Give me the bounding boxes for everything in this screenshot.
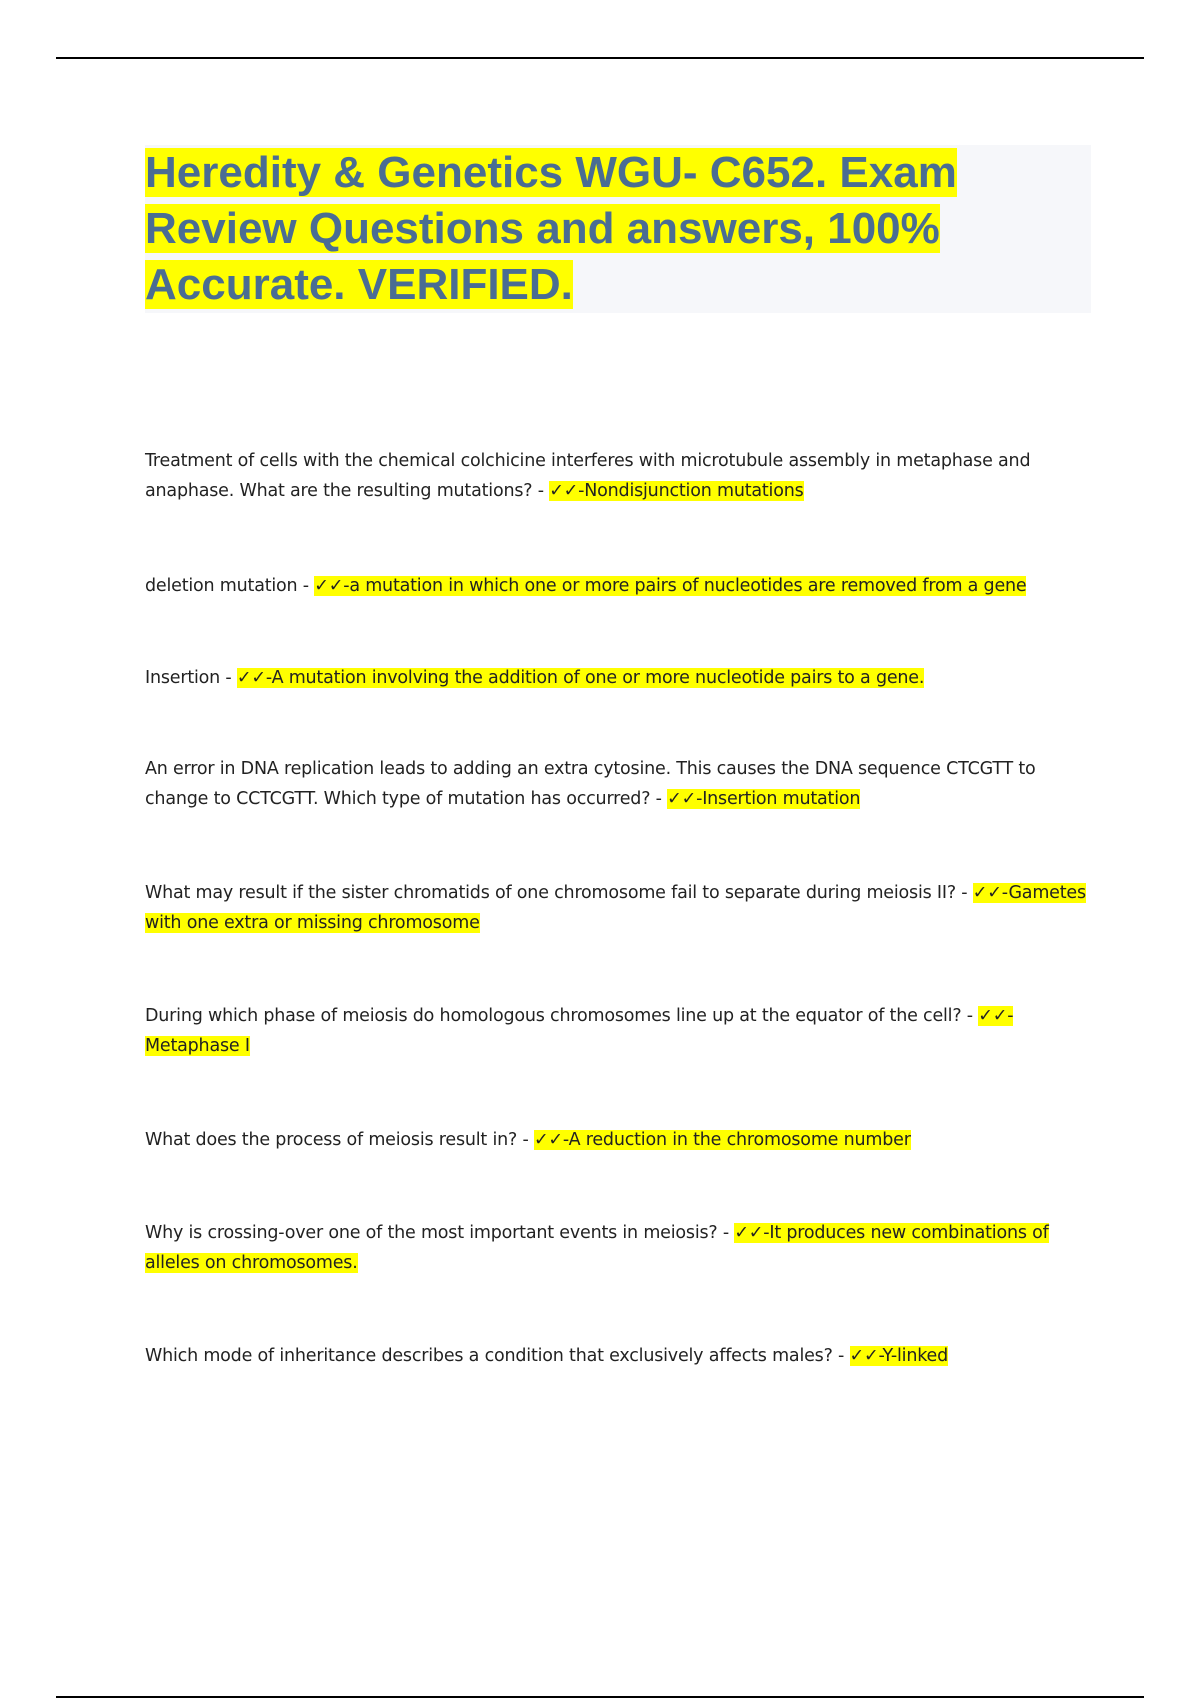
- title-block: [145, 145, 1091, 313]
- answer-text: ✓✓-Nondisjunction mutations: [549, 481, 804, 501]
- answer-separator: -: [832, 1346, 850, 1366]
- qa-item-2: [145, 571, 1090, 601]
- answer-separator: -: [717, 1223, 735, 1243]
- answer-separator: -: [517, 1130, 534, 1150]
- answer-separator: -: [532, 481, 550, 501]
- qa-item-4: [145, 754, 1090, 814]
- answer-text: ✓✓-Y-linked: [849, 1346, 949, 1366]
- question-text: An error in DNA replication leads to adding an extra cytosine. This causes the DNA sequence CTCGTT to change to CCTCGTT. Which type of mutation has occurred?: [145, 759, 1036, 809]
- question-text: Which mode of inheritance describes a condition that exclusively affects males?: [145, 1346, 833, 1366]
- answer-text: ✓✓-A mutation involving the addition of one or more nucleotide pairs to a gene.: [236, 668, 925, 688]
- answer-text: ✓✓-Gametes with one extra or missing chromosome: [145, 883, 1086, 933]
- answer-text: ✓✓-It produces new combinations of alleles on chromosomes.: [145, 1223, 1049, 1273]
- answer-separator: -: [220, 668, 237, 688]
- answer-separator: -: [650, 789, 668, 809]
- answer-separator: -: [961, 1006, 979, 1026]
- qa-item-1: [145, 446, 1090, 506]
- answer-separator: -: [297, 576, 315, 596]
- qa-item-8: [145, 1218, 1090, 1278]
- qa-item-5: [145, 878, 1090, 938]
- qa-item-3: [145, 663, 1090, 693]
- answer-text: ✓✓-A reduction in the chromosome number: [533, 1130, 911, 1150]
- question-text: What does the process of meiosis result in?: [145, 1130, 518, 1150]
- question-text: deletion mutation: [145, 576, 298, 596]
- footer-rule: [56, 1696, 1144, 1698]
- qa-item-7: [145, 1125, 1090, 1155]
- answer-text: ✓✓-Insertion mutation: [667, 789, 861, 809]
- qa-item-6: [145, 1001, 1090, 1061]
- answer-separator: -: [955, 883, 973, 903]
- answer-text: ✓✓-Metaphase I: [145, 1006, 1014, 1056]
- header-rule: [56, 57, 1144, 59]
- question-text: During which phase of meiosis do homologous chromosomes line up at the equator of the cell?: [145, 1006, 962, 1026]
- question-text: Insertion: [145, 668, 221, 688]
- document-title: Heredity & Genetics WGU- C652. Exam Review Questions and answers, 100% Accurate. VERIFIED.: [145, 148, 957, 309]
- qa-item-9: [145, 1341, 1090, 1371]
- question-text: Why is crossing-over one of the most important events in meiosis?: [145, 1223, 718, 1243]
- question-text: What may result if the sister chromatids of one chromosome fail to separate during meiosis II?: [145, 883, 956, 903]
- answer-text: ✓✓-a mutation in which one or more pairs of nucleotides are removed from a gene: [314, 576, 1027, 596]
- question-text: Treatment of cells with the chemical colchicine interferes with microtubule assembly in metaphase and anaphase. What are the resulting mutations?: [145, 451, 1031, 501]
- qa-list: [145, 446, 1090, 1371]
